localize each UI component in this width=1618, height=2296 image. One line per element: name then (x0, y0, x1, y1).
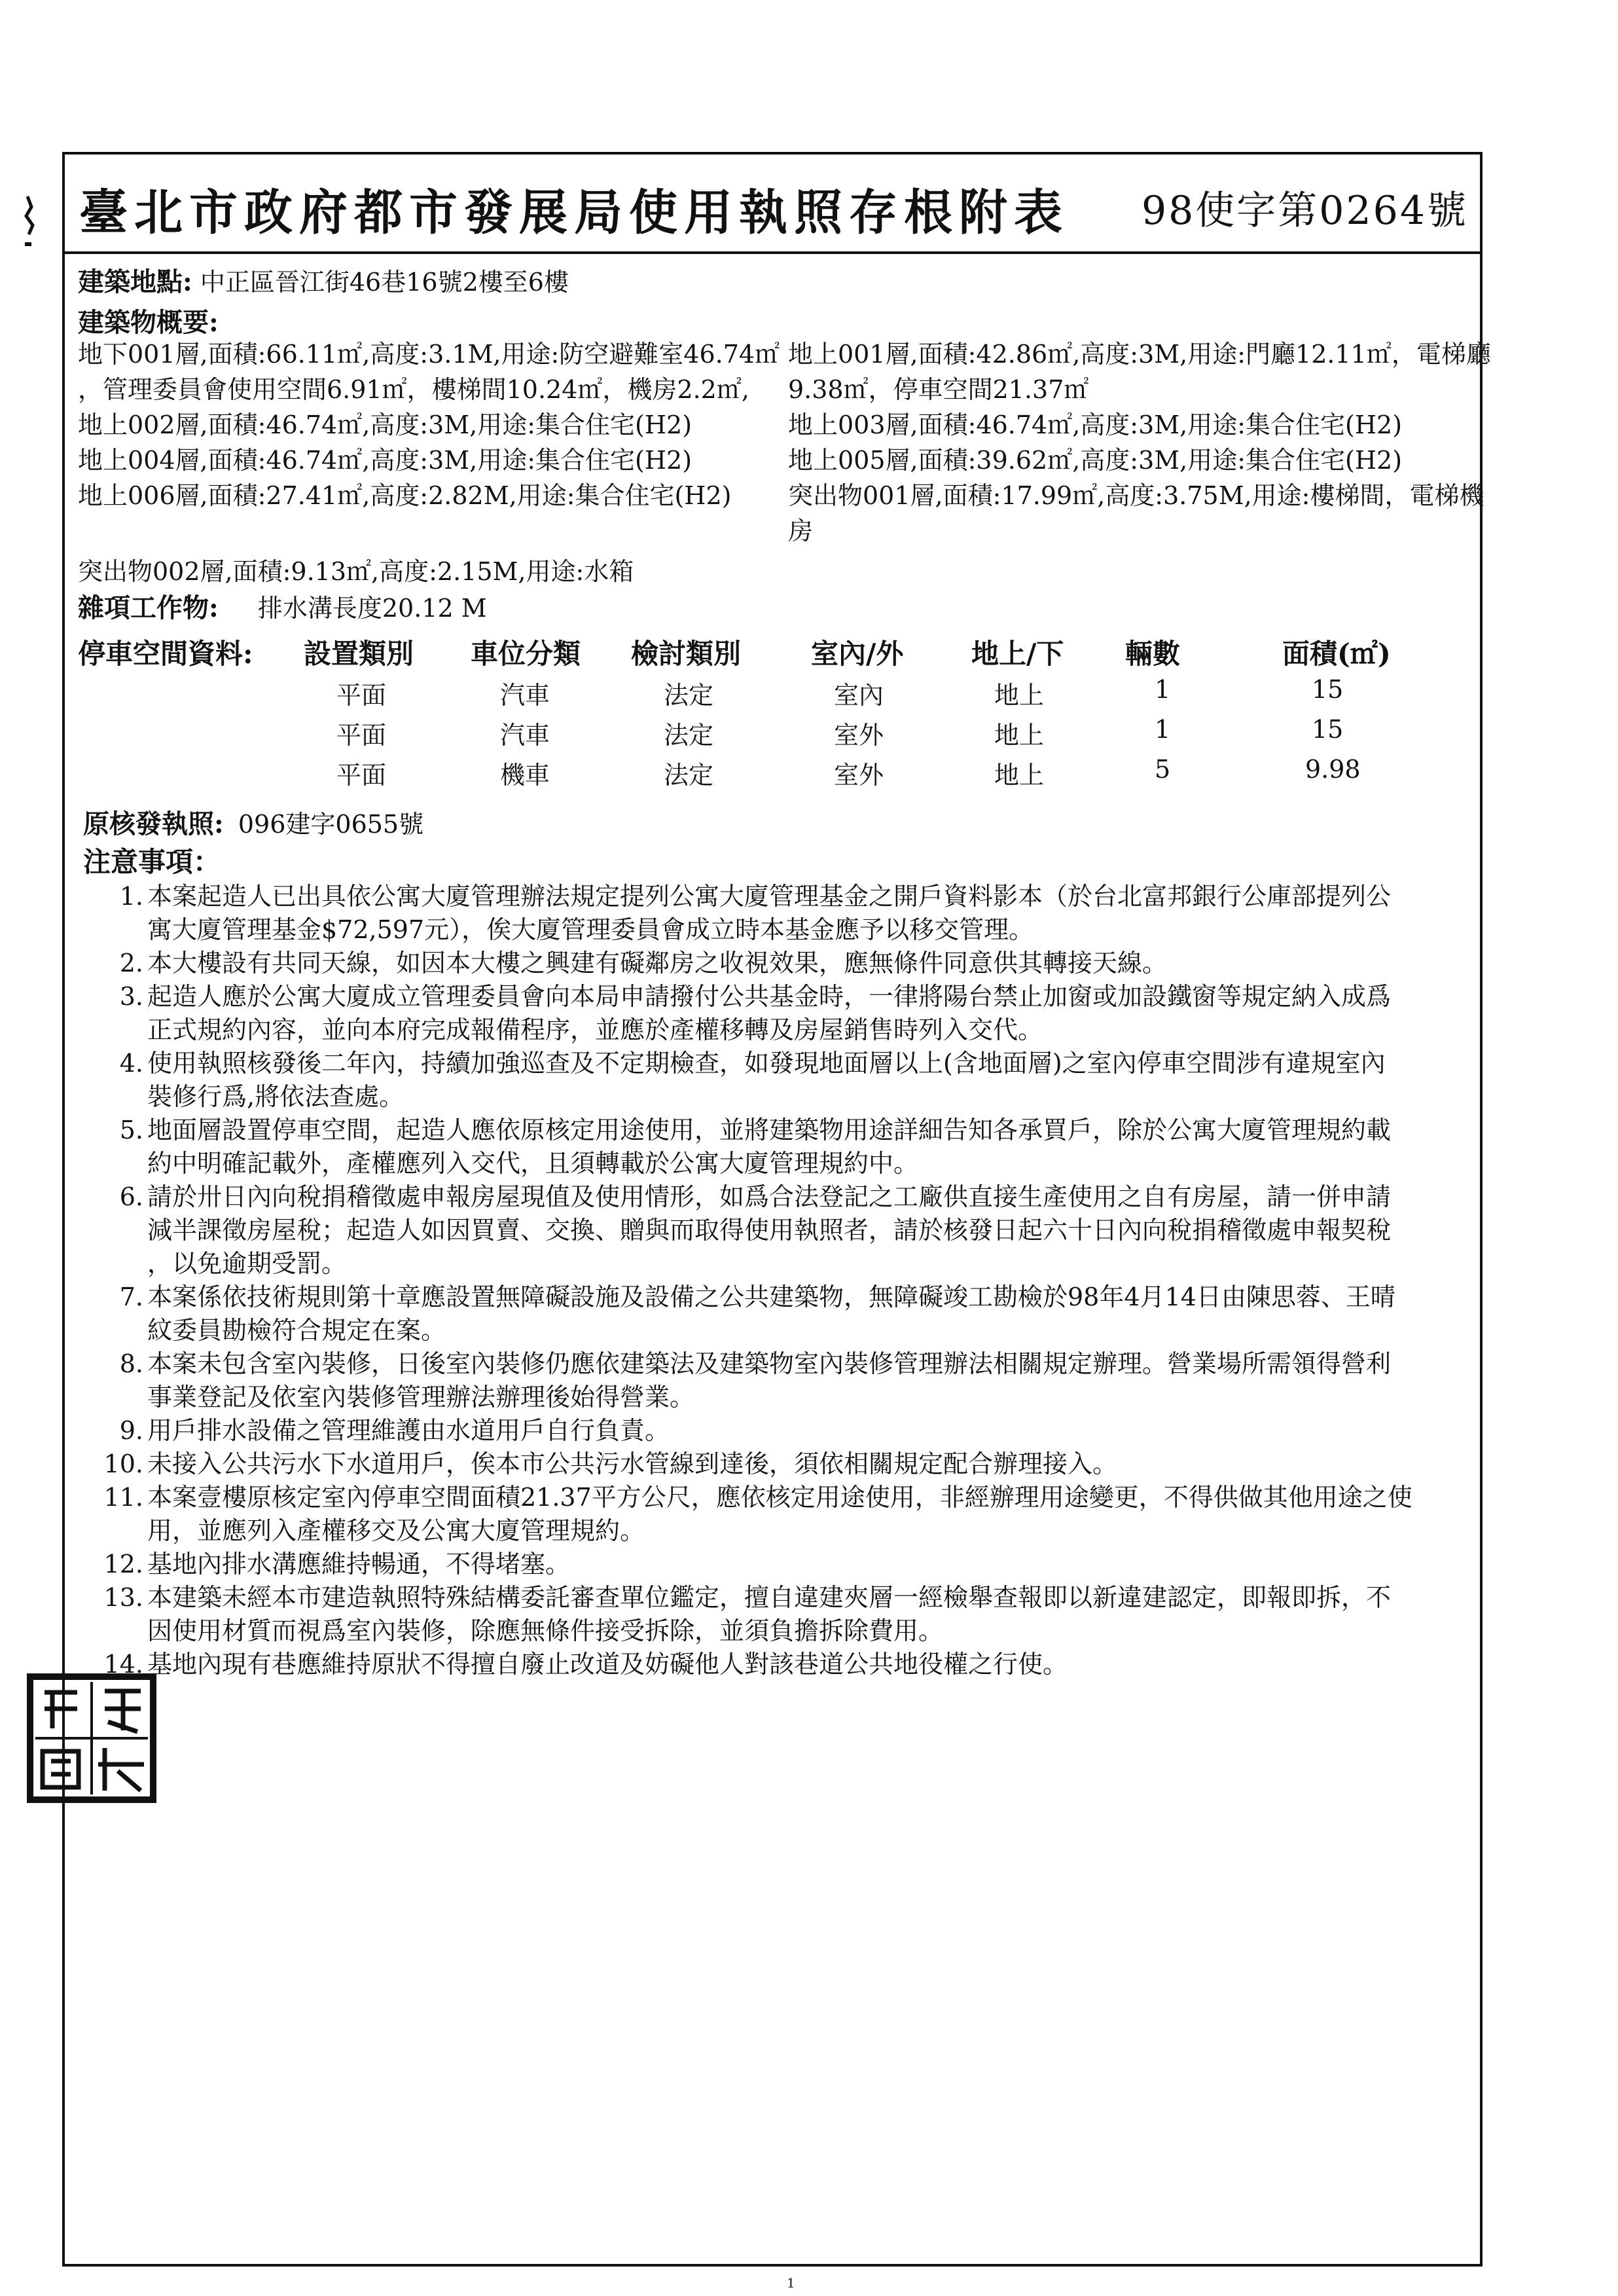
parking-cell: 室外 (834, 721, 884, 750)
parking-label: 停車空間資料: (78, 638, 253, 670)
note-line (103, 1616, 943, 1646)
note-number: 1. (119, 882, 143, 911)
parking-header-cell: 室內/外 (811, 638, 904, 670)
parking-cell: 15 (1312, 715, 1344, 744)
note-text: 紋委員勘檢符合規定在案。 (147, 1316, 446, 1345)
note-number: 3. (119, 982, 143, 1011)
note-number: 14. (103, 1650, 143, 1679)
note-text: 起造人應於公寓大廈成立管理委員會向本局申請撥付公共基金時，一律將陽台禁止加窗或加設鐵窗等規定納入成爲 (147, 982, 1392, 1011)
note-line (103, 1549, 570, 1579)
overview-left-line: 地上004層,面積:46.74㎡,高度:3M,用途:集合住宅(H2) (78, 446, 692, 475)
note-line (103, 1248, 346, 1279)
note-line (103, 1115, 1391, 1145)
note-line (103, 1048, 1386, 1078)
parking-cell: 機車 (500, 761, 550, 790)
scan-mark-icon (20, 194, 39, 253)
overview-right-line: 地上003層,面積:46.74㎡,高度:3M,用途:集合住宅(H2) (788, 410, 1403, 439)
page-mark: 1 (787, 2275, 795, 2291)
note-number: 11. (103, 1483, 143, 1512)
overview-extra-line: 突出物002層,面積:9.13㎡,高度:2.15M,用途:水箱 (78, 557, 634, 586)
note-line (103, 1349, 1391, 1379)
overview-right-line: 房 (788, 517, 814, 545)
overview-left-line: 地下001層,面積:66.11㎡,高度:3.1M,用途:防空避難室46.74㎡ (78, 340, 780, 369)
note-text: 正式規約內容，並向本府完成報備程序，並應於產權移轉及房屋銷售時列入交代。 (147, 1015, 1043, 1044)
note-line (103, 881, 1391, 911)
parking-cell: 15 (1312, 675, 1344, 704)
note-line (103, 1582, 1391, 1613)
note-number: 10. (103, 1449, 143, 1478)
note-text: 本建築未經本市建造執照特殊結構委託審查單位鑑定，擅自違建夾層一經檢舉查報即以新違建認定，即報即拆，不 (147, 1583, 1392, 1612)
note-text: 本案起造人已出具依公寓大廈管理辦法規定提列公寓大廈管理基金之開戶資料影本（於台北富邦銀行公庫部提列公 (147, 882, 1392, 911)
parking-header-cell: 檢討類別 (631, 638, 742, 670)
note-text: 本案壹樓原核定室內停車空間面積21.37平方公尺，應依核定用途使用，非經辦理用途變更，不得供做其他用途之使 (147, 1483, 1412, 1512)
note-number: 2. (119, 949, 143, 977)
note-line (103, 915, 1034, 945)
note-text: 請於卅日內向稅捐稽徵處申報房屋現值及使用情形，如爲合法登記之工廠供直接生產使用之自有房屋，請一併申請 (147, 1182, 1392, 1211)
note-line (103, 1182, 1391, 1212)
note-line (103, 1082, 404, 1112)
note-text: 減半課徵房屋稅；起造人如因買賣、交換、贈與而取得使用執照者，請於核發日起六十日內向稅捐稽徵處申報契稅 (147, 1216, 1392, 1245)
parking-header-cell: 面積(㎡) (1282, 638, 1391, 670)
note-line (103, 1315, 446, 1345)
note-text: 裝修行爲,將依法查處。 (147, 1082, 404, 1111)
note-number: 13. (103, 1583, 143, 1612)
overview-label: 建築物概要: (78, 307, 219, 338)
note-text: 用戶排水設備之管理維護由水道用戶自行負責。 (147, 1416, 670, 1445)
note-text: 本案未包含室內裝修，日後室內裝修仍應依建築法及建築物室內裝修管理辦法相關規定辦理。營業場所需領得營利 (147, 1349, 1392, 1378)
note-number: 5. (119, 1116, 143, 1144)
notes-title: 注意事項： (83, 846, 221, 878)
note-text: 約中明確記載外，產權應列入交代，且須轉載於公寓大廈管理規約中。 (147, 1149, 919, 1178)
misc-work-line (78, 593, 487, 623)
parking-cell: 平面 (336, 761, 387, 790)
note-line (103, 1148, 918, 1178)
note-text: 基地內現有巷應維持原狀不得擅自廢止改道及妨礙他人對該巷道公共地役權之行使。 (147, 1650, 1068, 1679)
overview-right-line: 9.38㎡，停車空間21.37㎡ (788, 375, 1089, 404)
parking-cell: 5 (1155, 755, 1171, 784)
note-line (103, 1215, 1391, 1245)
note-line (103, 981, 1391, 1011)
overview-right-line: 突出物001層,面積:17.99㎡,高度:3.75M,用途:樓梯間，電梯機 (788, 481, 1484, 510)
note-text: 地面層設置停車空間，起造人應依原核定用途使用，並將建築物用途詳細告知各承買戶，除於公寓大廈管理規約載 (147, 1116, 1392, 1144)
overview-right-line: 地上001層,面積:42.86㎡,高度:3M,用途:門廳12.11㎡，電梯廳 (788, 340, 1491, 369)
parking-cell: 1 (1155, 715, 1171, 744)
note-number: 4. (119, 1049, 143, 1078)
parking-header-cell: 設置類別 (304, 638, 414, 670)
parking-cell: 法定 (664, 721, 714, 750)
parking-header-cell: 地上/下 (971, 638, 1064, 670)
note-text: 本案係依技術規則第十章應設置無障礙設施及設備之公共建築物，無障礙竣工勘檢於98年4月14日由陳思蓉、王晴 (147, 1283, 1395, 1311)
parking-header-cell: 車位分類 (471, 638, 581, 670)
note-number: 6. (119, 1182, 143, 1211)
note-line (103, 1516, 645, 1546)
note-line (103, 1015, 1043, 1045)
overview-right-line: 地上005層,面積:39.62㎡,高度:3M,用途:集合住宅(H2) (788, 446, 1403, 475)
note-text: 用，並應列入產權移交及公寓大廈管理規約。 (147, 1516, 645, 1545)
original-permit-line (83, 809, 423, 839)
official-seal-icon (26, 1673, 157, 1804)
note-text: 本大樓設有共同天線，如因本大樓之興建有礙鄰房之收視效果，應無條件同意供其轉接天線。 (147, 949, 1168, 977)
note-text: 未接入公共污水下水道用戶，俟本市公共污水管線到達後，須依相關規定配合辦理接入。 (147, 1449, 1118, 1478)
overview-left-line: ，管理委員會使用空間6.91㎡，樓梯間10.24㎡，機房2.2㎡, (78, 375, 749, 404)
note-line (103, 1449, 1117, 1479)
note-text: 基地內排水溝應維持暢通，不得堵塞。 (147, 1550, 571, 1578)
note-text: 事業登記及依室內裝修管理辦法辦理後始得營業。 (147, 1383, 695, 1412)
misc-work-value: 排水溝長度20.12 M (257, 594, 487, 623)
note-number: 9. (119, 1416, 143, 1445)
parking-cell: 1 (1155, 675, 1171, 704)
parking-cell: 汽車 (500, 681, 550, 710)
original-permit-label: 原核發執照: (83, 809, 224, 839)
note-number: 7. (119, 1283, 143, 1311)
overview-left-line: 地上002層,面積:46.74㎡,高度:3M,用途:集合住宅(H2) (78, 410, 692, 439)
note-line (103, 1415, 670, 1446)
note-number: 8. (119, 1349, 143, 1378)
parking-cell: 法定 (664, 681, 714, 710)
parking-header-cell: 輛數 (1125, 638, 1181, 670)
address-line (78, 267, 569, 297)
header-row (65, 155, 1480, 254)
note-text: ，以免逾期受罰。 (147, 1249, 347, 1278)
parking-cell: 地上 (994, 681, 1045, 710)
misc-work-label: 雜項工作物: (78, 592, 219, 623)
note-text: 因使用材質而視爲室內裝修，除應無條件接受拆除，並須負擔拆除費用。 (147, 1616, 944, 1645)
parking-cell: 平面 (336, 721, 387, 750)
address-label: 建築地點: (78, 266, 192, 297)
note-text: 使用執照核發後二年內，持續加強巡查及不定期檢查，如發現地面層以上(含地面層)之室內停車空間涉有違規室內 (147, 1049, 1386, 1078)
parking-cell: 地上 (994, 761, 1045, 790)
overview-left-line: 地上006層,面積:27.41㎡,高度:2.82M,用途:集合住宅(H2) (78, 481, 732, 510)
note-line (103, 1649, 1068, 1679)
parking-cell: 平面 (336, 681, 387, 710)
note-line (103, 1282, 1395, 1312)
note-line (103, 1382, 694, 1412)
parking-cell: 室內 (834, 681, 884, 710)
note-number: 12. (103, 1550, 143, 1578)
note-line (103, 948, 1167, 978)
parking-cell: 地上 (994, 721, 1045, 750)
original-permit-value: 096建字0655號 (238, 810, 424, 839)
permit-number: 98使字第0264號 (1141, 188, 1468, 234)
parking-cell: 汽車 (500, 721, 550, 750)
address-value: 中正區晉江街46巷16號2樓至6樓 (200, 268, 569, 297)
note-text: 寓大廈管理基金$72,597元），俟大廈管理委員會成立時本基金應予以移交管理。 (147, 915, 1034, 944)
parking-cell: 室外 (834, 761, 884, 790)
parking-cell: 法定 (664, 761, 714, 790)
document-frame (62, 152, 1491, 2267)
document-title: 臺北市政府都市發展局使用執照存根附表 (79, 185, 1069, 241)
parking-cell: 9.98 (1305, 755, 1361, 784)
note-line (103, 1482, 1412, 1512)
